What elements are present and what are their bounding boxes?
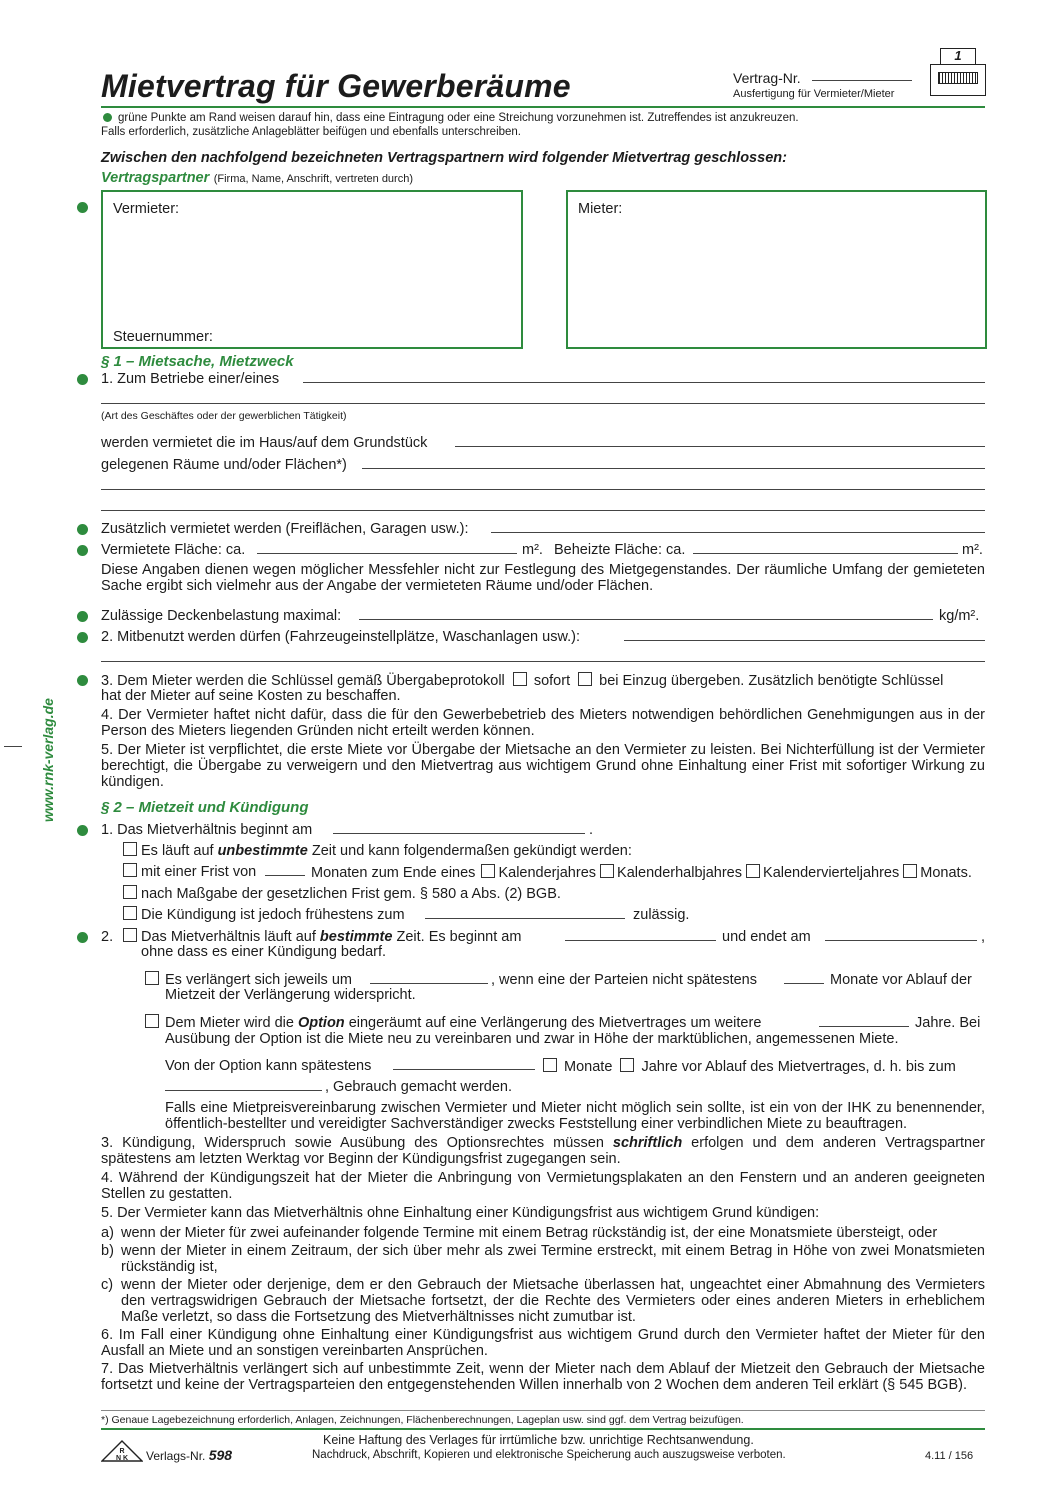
- s2-c-label: c): [101, 1277, 114, 1293]
- cal-quarter-checkbox[interactable]: [746, 864, 760, 878]
- footnote-rule: [101, 1410, 985, 1411]
- area-dot: [77, 545, 88, 556]
- s2-p1-dot: [77, 825, 88, 836]
- rooms-field-2[interactable]: [101, 489, 985, 490]
- start-date-period: .: [589, 822, 594, 838]
- s1-p2-label: 2. Mitbenutzt werden dürfen (Fahrzeugeinstellplätze, Waschanlagen usw.):: [101, 629, 581, 645]
- page-badge: 1: [954, 48, 962, 63]
- unlimited-pre: Es läuft auf: [141, 843, 214, 859]
- unlimited-term-checkbox[interactable]: [123, 842, 137, 856]
- section-2-title: § 2 – Mietzeit und Kündigung: [101, 799, 309, 816]
- fixed-mid: Zeit. Es beginnt am: [396, 929, 522, 945]
- s2-c: wenn der Mieter oder derjenige, dem er den Gebrauch der Mietsache überlassen hat, ungeachtet einer Abmahnung des Vermieters den vertragswidrigen Gebrauch der Mietsache fortsetzt, der die Rechte des Vermieters oder eines anderen Mieters in erheblichem Maße verletzt, so dass die Fortsetzung des Mietverhältnisses nicht zumutbar ist.: [121, 1277, 985, 1326]
- auto-extend-checkbox[interactable]: [145, 971, 159, 985]
- shared-use-field-2[interactable]: [101, 661, 985, 662]
- option-post: Jahre. Bei: [915, 1015, 981, 1031]
- svg-text:N K: N K: [115, 1455, 129, 1462]
- s2-p3-pre: 3. Kündigung, Widerspruch sowie Ausübung des Optionsrechtes müssen: [101, 1135, 604, 1151]
- cal-year-label: Kalenderjahres: [498, 865, 597, 881]
- fixed-pre: Das Mietverhältnis läuft auf: [141, 929, 316, 945]
- unlimited-term-label: [141, 843, 632, 860]
- publisher-no-label: Verlags-Nr.: [146, 1449, 206, 1463]
- heated-field[interactable]: [693, 553, 958, 554]
- option-checkbox[interactable]: [145, 1014, 159, 1028]
- fixed-term-checkbox[interactable]: [123, 928, 137, 942]
- additional-label: Zusätzlich vermietet werden (Freiflächen, Garagen usw.):: [101, 521, 469, 537]
- option-years-field[interactable]: [819, 1026, 909, 1027]
- version: 4.11 / 156: [925, 1450, 974, 1462]
- earliest-pre: Die Kündigung ist jedoch frühestens zum: [141, 907, 405, 923]
- parties-label-row: [101, 169, 413, 187]
- extend-post: Monate vor Ablauf der: [830, 972, 972, 988]
- s2-p3: [101, 1135, 985, 1167]
- parties-dot: [77, 202, 88, 213]
- printer-logo: [930, 48, 986, 96]
- s2-p2-dot: [77, 932, 88, 943]
- unlimited-bold: unbestimmte: [217, 843, 308, 859]
- fixed-comma: ,: [981, 929, 986, 945]
- side-url: www.rnk-verlag.de: [40, 698, 56, 822]
- ihk-text: Falls eine Mietpreisvereinbarung zwischen Vermieter und Mieter nicht möglich sein sollte, ist ein von der IHK zu benennender, öffentlich-bestellter und vereidigter Sachverständiger zwecks Feststellung einer verbindlichen Miete zu beauftragen.: [165, 1100, 985, 1133]
- business-type-note: (Art des Geschäftes oder der gewerblichen Tätigkeit): [101, 410, 347, 422]
- contract-no-label: Vertrag-Nr.: [733, 70, 801, 86]
- legal-notice-checkbox[interactable]: [123, 885, 137, 899]
- option-use-field[interactable]: [393, 1069, 535, 1070]
- s1-p5: 5. Der Mieter ist verpflichtet, die erste Miete vor Übergabe der Mietsache an den Vermieter zu leisten. Bei Nichterfüllung ist der Vermieter berechtigt, die Übergabe zu verweigern und den Mietvertrag aus wichtigem Grund ohne Einhaltung einer Frist mit sofortiger Wirkung zu kündigen.: [101, 742, 985, 791]
- contract-no-field[interactable]: [812, 80, 912, 81]
- section-1-title: § 1 – Mietsache, Mietzweck: [101, 353, 294, 370]
- option-months-label: Monate: [564, 1059, 613, 1075]
- s2-p7: 7. Das Mietverhältnis verlängert sich auf unbestimmte Zeit, wenn der Mieter nach dem Ablauf der Mietzeit den Gebrauch der Mietsache fortsetzt und keine der Vertragsparteien den entgegenstehenden Willen innerhalb von 2 Wochen dem anderen Teil erklärt (§ 545 BGB).: [101, 1361, 985, 1394]
- option-line2: Ausübung der Option ist die Miete neu zu vereinbaren und zwar in Höhe der marktüblichen, angemessenen Miete.: [165, 1031, 899, 1047]
- landlord-label: Vermieter:: [113, 201, 180, 217]
- area-explanation: Diese Angaben dienen wegen möglicher Messfehler nicht zur Festlegung des Mietgegenstandes. Der räumliche Umfang der gemieteten Sache ergibt sich vielmehr aus der Angabe der vermieteten Räume und/oder Flächen.: [101, 562, 985, 595]
- fixed-end-field[interactable]: [825, 940, 977, 941]
- cal-half-checkbox[interactable]: [600, 864, 614, 878]
- start-date-field[interactable]: [333, 833, 585, 834]
- fixed-start-field[interactable]: [565, 940, 716, 941]
- cal-quarter-label: Kalendervierteljahres: [763, 865, 900, 881]
- page-title: Mietvertrag für Gewerberäume: [101, 68, 571, 104]
- s1-p2-dot: [77, 632, 88, 643]
- extend-period-field[interactable]: [370, 983, 488, 984]
- rnk-logo: [101, 1440, 143, 1462]
- hint-dot: [103, 113, 112, 122]
- fixed-end-label: und endet am: [722, 929, 811, 945]
- notice-row: [311, 864, 972, 882]
- s2-p4: 4. Während der Kündigungszeit hat der Mieter die Anbringung von Vermietungsplakaten an den Fenstern und an anderen geeigneten Stellen zu gestatten.: [101, 1170, 985, 1203]
- s1-p3-dot: [77, 675, 88, 686]
- footer-rule: [101, 1428, 985, 1430]
- month-checkbox[interactable]: [903, 864, 917, 878]
- fixed-bold: bestimmte: [319, 929, 393, 945]
- option-used: , Gebrauch gemacht werden.: [325, 1079, 512, 1095]
- additional-field[interactable]: [491, 532, 985, 533]
- option-use-row: [543, 1058, 956, 1076]
- keys-on-move-in-checkbox[interactable]: [578, 672, 592, 686]
- ceiling-dot: [77, 611, 88, 622]
- property-field[interactable]: [455, 446, 985, 447]
- area-unit: m².: [522, 542, 543, 558]
- tenant-box[interactable]: [566, 190, 987, 349]
- rooms-label: gelegenen Räume und/oder Flächen*): [101, 457, 347, 473]
- footnote: *) Genaue Lagebezeichnung erforderlich, Anlagen, Zeichnungen, Flächenberechnungen, Lageplan usw. sind ggf. dem Vertrag beizufügen.: [101, 1414, 744, 1426]
- s1-p3-text-b: bei Einzug übergeben. Zusätzlich benötigte Schlüssel: [599, 673, 944, 689]
- publisher-no: [146, 1447, 232, 1463]
- landlord-box[interactable]: [101, 190, 523, 349]
- ceiling-label: Zulässige Deckenbelastung maximal:: [101, 608, 342, 624]
- rooms-field-3[interactable]: [101, 510, 985, 511]
- s2-p5: 5. Der Vermieter kann das Mietverhältnis ohne Einhaltung einer Kündigungsfrist aus wichtigem Grund kündigen:: [101, 1205, 820, 1221]
- business-type-field-2[interactable]: [101, 403, 985, 404]
- unlimited-post: Zeit und kann folgendermaßen gekündigt werden:: [311, 843, 632, 859]
- tax-no-label: Steuernummer:: [113, 329, 213, 345]
- cal-year-checkbox[interactable]: [481, 864, 495, 878]
- intro-line-2: Falls erforderlich, zusätzliche Anlageblätter beifügen und ebenfalls unterschreiben.: [101, 126, 522, 138]
- s2-b: wenn der Mieter in einem Zeitraum, der sich über mehr als zwei Termine erstreckt, mit einem Betrag in Höhe von zwei Monatsmieten rückständig ist,: [121, 1243, 985, 1276]
- fixed-line2: ohne dass es einer Kündigung bedarf.: [141, 944, 387, 960]
- intro-line-1: grüne Punkte am Rand weisen darauf hin, dass eine Eintragung oder eine Streichung vorzunehmen ist. Zutreffendes ist anzukreuzen.: [118, 112, 799, 124]
- option-bold: Option: [297, 1015, 345, 1031]
- additional-dot: [77, 524, 88, 535]
- disclaimer-1: Keine Haftung des Verlages für irrtümliche bzw. unrichtige Rechtsanwendung.: [323, 1433, 754, 1447]
- keys-immediately-checkbox[interactable]: [513, 672, 527, 686]
- s1-p1-dot: [77, 374, 88, 385]
- notice-months-field[interactable]: [265, 875, 305, 876]
- option-pre: Dem Mieter wird die: [165, 1015, 294, 1031]
- s2-p6: 6. Im Fall einer Kündigung ohne Einhaltung einer Kündigungsfrist aus wichtigem Grund durch den Vermieter haftet der Mieter für den Ausfall an Miete und an sonstigen vereinbarten Ansprüchen.: [101, 1327, 985, 1360]
- svg-text:R: R: [119, 1448, 125, 1455]
- keys-immediately-label: sofort: [533, 673, 571, 689]
- cal-half-label: Kalenderhalbjahres: [617, 865, 742, 881]
- extend-pre: Es verlängert sich jeweils um: [165, 972, 352, 988]
- s2-p2-num: 2.: [101, 929, 114, 945]
- s2-a-label: a): [101, 1225, 114, 1241]
- option-years-checkbox[interactable]: [620, 1058, 634, 1072]
- s2-p3-post: erfolgen und dem anderen Vertragspartner spätestens am letzten Werktag vor Beginn der Kündigungsfrist zugegangen sein.: [101, 1135, 986, 1168]
- s1-p1-label: 1. Zum Betriebe einer/eines: [101, 371, 280, 387]
- heated-unit: m².: [962, 542, 983, 558]
- legal-notice-label: nach Maßgabe der gesetzlichen Frist gem. § 580 a Abs. (2) BGB.: [141, 886, 561, 902]
- notice-mid: Monaten zum Ende eines: [311, 865, 476, 881]
- s1-p3-text-c: hat der Mieter auf seine Kosten zu beschaffen.: [101, 688, 401, 704]
- extend-months-field[interactable]: [784, 983, 824, 984]
- s2-b-label: b): [101, 1243, 114, 1259]
- notice-period-checkbox[interactable]: [123, 863, 137, 877]
- earliest-checkbox[interactable]: [123, 906, 137, 920]
- publisher-no-value: 598: [208, 1447, 233, 1463]
- s2-p3-bold: schriftlich: [612, 1135, 683, 1151]
- notice-pre: mit einer Frist von: [141, 864, 257, 880]
- area-label: Vermietete Fläche: ca.: [101, 542, 246, 558]
- s1-p3-text-a: 3. Dem Mieter werden die Schlüssel gemäß Übergabeprotokoll: [101, 673, 505, 689]
- option-years-label: Jahre vor Ablauf des Mietvertrages, d. h. bis zum: [641, 1059, 956, 1075]
- extend-mid: , wenn eine der Parteien nicht spätestens: [491, 972, 757, 988]
- option-row: [165, 1015, 761, 1032]
- parties-heading: Zwischen den nachfolgend bezeichneten Vertragspartnern wird folgender Mietvertrag geschlossen:: [101, 150, 787, 166]
- parties-label-note: (Firma, Name, Anschrift, vertreten durch): [213, 173, 413, 185]
- tenant-label: Mieter:: [578, 201, 623, 217]
- rooms-field[interactable]: [362, 468, 985, 469]
- ceiling-unit: kg/m².: [939, 608, 980, 624]
- copy-label: Ausfertigung für Vermieter/Mieter: [733, 88, 895, 100]
- heated-label: Beheizte Fläche: ca.: [554, 542, 686, 558]
- s1-p4: 4. Der Vermieter haftet nicht dafür, dass die für den Gewerbebetrieb des Mieters notwendigen behördlichen Genehmigungen aus in der Person des Mieters liegenden Gründen nicht erteilt werden können.: [101, 707, 985, 740]
- disclaimer-2: Nachdruck, Abschrift, Kopieren und elektronische Speicherung auch auszugsweise verboten.: [312, 1449, 786, 1461]
- option-mid: eingeräumt auf eine Verlängerung des Mietvertrages um weitere: [348, 1015, 762, 1031]
- ceiling-field[interactable]: [359, 619, 933, 620]
- side-tick: [4, 746, 22, 747]
- s2-p1-label: 1. Das Mietverhältnis beginnt am: [101, 822, 313, 838]
- earliest-date-field[interactable]: [425, 918, 625, 919]
- shared-use-field[interactable]: [624, 640, 985, 641]
- option-use-pre: Von der Option kann spätestens: [165, 1058, 372, 1074]
- option-deadline-field[interactable]: [165, 1090, 322, 1091]
- area-field[interactable]: [257, 553, 517, 554]
- extend-line2: Mietzeit der Verlängerung widerspricht.: [165, 987, 416, 1003]
- earliest-post: zulässig.: [633, 907, 690, 923]
- header-rule: [101, 106, 985, 108]
- business-type-field[interactable]: [303, 382, 985, 383]
- rented-in-label: werden vermietet die im Haus/auf dem Grundstück: [101, 435, 428, 451]
- month-label: Monats.: [920, 865, 972, 881]
- option-months-checkbox[interactable]: [543, 1058, 557, 1072]
- parties-label: Vertragspartner: [101, 170, 210, 186]
- s2-a: wenn der Mieter für zwei aufeinander folgende Termine mit einem Betrag rückständig ist, der eine Monatsmiete übersteigt, oder: [121, 1225, 938, 1241]
